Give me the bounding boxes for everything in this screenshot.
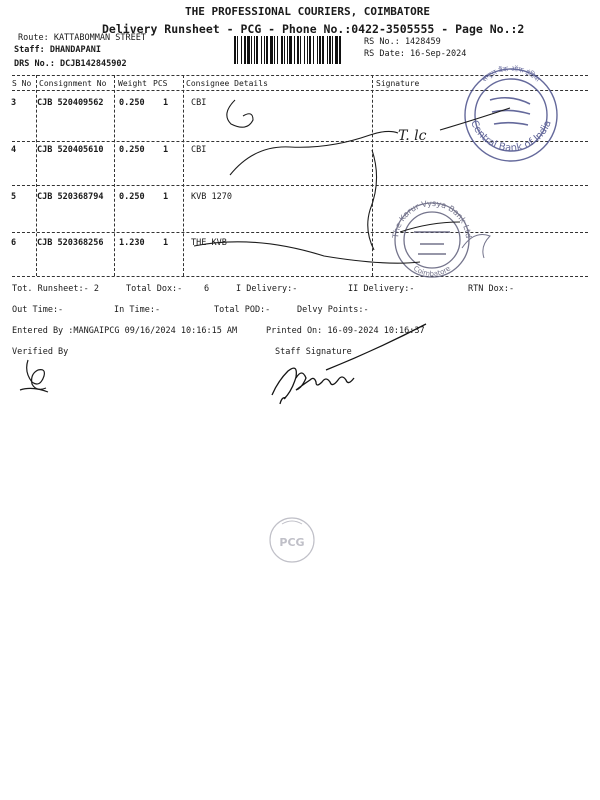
central-bank-stamp bbox=[465, 64, 557, 161]
svg-text:The Karur Vysya Bank Ltd bbox=[391, 199, 473, 240]
row-consignee: KVB 1270 bbox=[191, 192, 232, 202]
row-sno: 6 bbox=[11, 238, 17, 248]
row-sno: 5 bbox=[11, 192, 17, 202]
rtn-dox: RTN Dox:- bbox=[468, 284, 515, 294]
row-pcs: 1 bbox=[163, 192, 169, 202]
kvb-stamp-text: The Karur Vysya Bank Ltd bbox=[390, 198, 474, 239]
pcg-stamp-text: PCG bbox=[279, 536, 305, 549]
row-consignment: CJB 520368256 bbox=[37, 238, 104, 248]
row-consignee: CBI bbox=[191, 145, 207, 155]
total-pod: Total POD:- bbox=[214, 305, 271, 315]
row-sno: 3 bbox=[11, 98, 17, 108]
staff-signature bbox=[272, 324, 426, 404]
svg-text:Central Bank of India bbox=[468, 119, 554, 154]
svg-text:सेन्ट्रल बैंक ऑफ इंडिया bbox=[480, 64, 542, 84]
rs-date: RS Date: 16-Sep-2024 bbox=[364, 49, 467, 59]
rs-number: RS No.: 1428459 bbox=[364, 37, 441, 47]
kvb-stamp-city: Coimbatore bbox=[411, 264, 453, 279]
row-consignee: CBI bbox=[191, 98, 207, 108]
row-pcs: 1 bbox=[163, 98, 169, 108]
delvy-points: Delvy Points:- bbox=[297, 305, 369, 315]
runsheet-subtitle: Delivery Runsheet - PCG - Phone No.:0422-3505555 - Page No.:2 bbox=[102, 22, 525, 36]
row-weight: 0.250 bbox=[119, 192, 145, 202]
row-pcs: 1 bbox=[163, 238, 169, 248]
row-sno: 4 bbox=[11, 145, 17, 155]
verified-by-label: Verified By bbox=[12, 347, 69, 357]
total-dox-value: 6 bbox=[204, 284, 210, 294]
printed-on: Printed On: 16-09-2024 10:16:37 bbox=[266, 326, 425, 336]
verified-by-signature bbox=[20, 360, 48, 392]
route: Route: KATTABOMMAN STREET bbox=[18, 33, 146, 43]
col-header-consignee: Consignee Details bbox=[186, 79, 268, 88]
row3-handwriting: T. lc bbox=[398, 128, 427, 144]
row-consignment: CJB 520405610 bbox=[37, 145, 104, 155]
in-time: In Time:- bbox=[114, 305, 161, 315]
ii-delivery: II Delivery:- bbox=[348, 284, 415, 294]
row-consignment: CJB 520409562 bbox=[37, 98, 104, 108]
row-weight: 0.250 bbox=[119, 98, 145, 108]
col-header-consignment: Consignment No bbox=[39, 79, 107, 88]
staff-signature-label: Staff Signature bbox=[275, 347, 352, 357]
company-title: THE PROFESSIONAL COURIERS, COIMBATORE bbox=[185, 5, 431, 18]
svg-text:Coimbatore bbox=[412, 264, 452, 278]
drs-number: DRS No.: DCJB142845902 bbox=[14, 59, 127, 69]
col-header-signature: Signature bbox=[376, 79, 420, 88]
central-bank-stamp-text: Central Bank of India bbox=[468, 118, 554, 155]
row-weight: 1.230 bbox=[119, 238, 145, 248]
entered-by: Entered By :MANGAIPCG 09/16/2024 10:16:15 AM bbox=[12, 326, 238, 336]
col-header-pcs: PCS bbox=[153, 79, 168, 88]
pen-strokes bbox=[194, 100, 510, 263]
row-pcs: 1 bbox=[163, 145, 169, 155]
col-header-sno: S No bbox=[12, 79, 32, 88]
col-header-weight: Weight bbox=[118, 79, 147, 88]
pcg-stamp bbox=[270, 518, 314, 562]
row-consignment: CJB 520368794 bbox=[37, 192, 104, 202]
row-consignee: THE KVB bbox=[191, 238, 227, 248]
tot-runsheet: Tot. Runsheet:- 2 bbox=[12, 284, 99, 294]
kvb-stamp bbox=[391, 199, 490, 278]
row-weight: 0.250 bbox=[119, 145, 145, 155]
i-delivery: I Delivery:- bbox=[236, 284, 298, 294]
staff: Staff: DHANDAPANI bbox=[14, 45, 101, 55]
total-dox-label: Total Dox:- bbox=[126, 284, 183, 294]
central-bank-stamp-hindi: सेन्ट्रल बैंक ऑफ इंडिया bbox=[480, 64, 542, 84]
out-time: Out Time:- bbox=[12, 305, 64, 315]
